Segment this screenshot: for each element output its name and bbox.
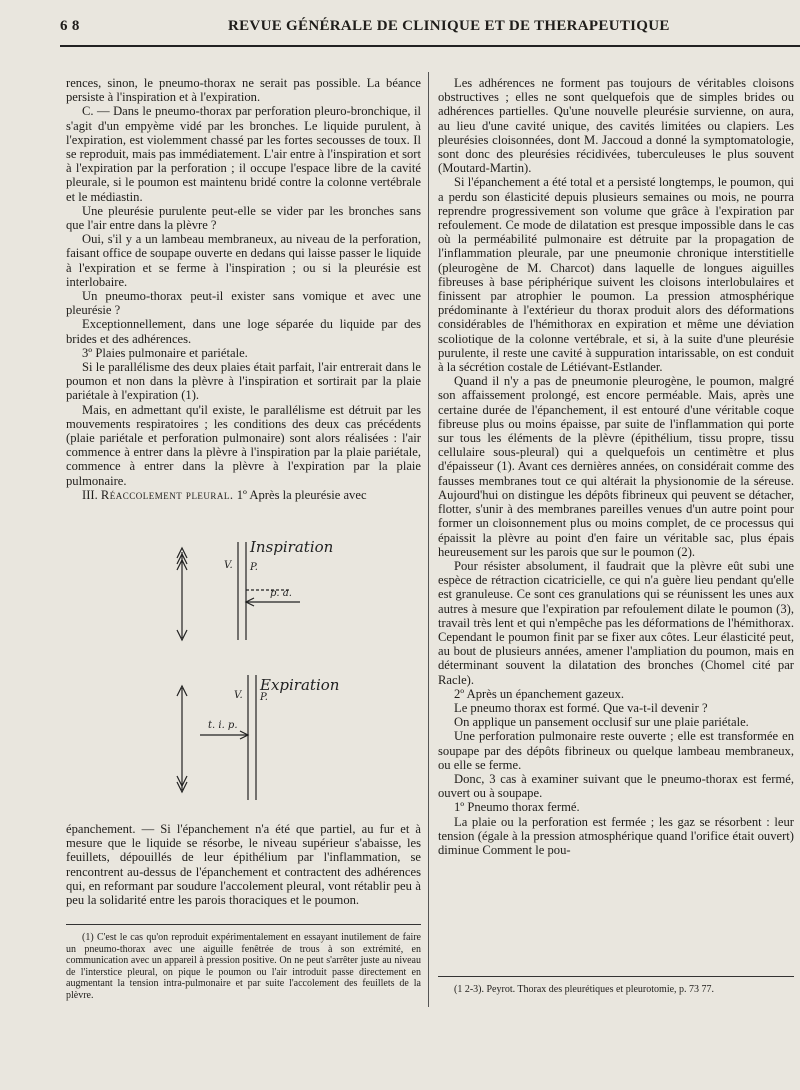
left-column-top	[66, 76, 421, 502]
paragraph: Exceptionnellement, dans une loge séparée du liquide par des brides et des adhérences.	[66, 317, 421, 346]
paragraph: Une pleurésie purulente peut-elle se vider par les bronches sans que l'air entre dans la plèvre ?	[66, 203, 421, 233]
paragraph: On applique un pansement occlusif sur une plaie pariétale.	[454, 715, 749, 730]
section-heading	[66, 488, 421, 502]
paragraph: épanchement. — Si l'épanchement n'a été que partiel, au fur et à mesure que le liquide se résorbe, le niveau supérieur s'abaisse, les feuillets, dépouillés de leur épithélium par l'inflammation, se rencontrent au-dessus de l'épanchement et contractent des adhérences qui, en reformant par soudure l'accolement pleural, vont rétablir peu à peu la solidarité entre les parois thoraciques et le poumon.	[66, 822, 421, 908]
left-column-bottom	[66, 822, 421, 907]
footnote-rule	[438, 976, 794, 977]
label-tip: t. i. p.	[208, 720, 238, 731]
running-title: REVUE GÉNÉRALE DE CLINIQUE ET DE THERAPEUTIQUE	[228, 18, 670, 34]
footnote-right	[438, 984, 794, 996]
column-divider	[428, 72, 429, 1007]
subsection-heading: 1º Pneumo thorax fermé.	[454, 800, 580, 815]
header-rule	[60, 45, 800, 47]
page-number: 6 8	[60, 18, 80, 34]
label-v-bottom: V.	[234, 690, 243, 701]
paragraph: Quand il n'y a pas de pneumonie pleurogène, le poumon, malgré son affaissement prolongé, est encore perméable. Mais, après une certaine durée de l'épanchement, il est entouré d'une véritable coque fibreuse plus ou moins épaisse, par suite de l'inflammation qui porte sur tous les éléments de la plèvre (épithélium, tissu propre, tissu cellulaire sous-pleural) qui a quelquefois un centimètre et plus d'épaisseur (1). Avant ces dernières années, on considérait comme des fausses membranes tout ce qui altérait la physionomie de la séreuse. Aujourd'hui on distingue les dépôts fibrineux qui peuvent se détacher, flotter, s'unir à des membranes pareilles venues d'un autre point pour former un cloisonnement plus ou moins complet, de ce processus qui épaissit la plèvre au point d'en faire un véritable sac, plus épais heureusement sur les parois que sur le poumon (2).	[438, 374, 794, 559]
diagram-svg	[160, 530, 400, 820]
paragraph: Un pneumo-thorax peut-il exister sans vomique et avec une pleurésie ?	[66, 289, 421, 318]
paragraph: Les adhérences ne forment pas toujours de véritables cloisons obstructives ; elles ne sont quelquefois que de simples brides ou adhérences partielles. Qu'une nouvelle pleurésie survienne, on aura, au lieu d'une cavité unique, des cavités limitées ou clapiers. Les pleurésies cloisonnées, dont M. Jaccoud a donné la symptomatologie, sont donc des pleurésies récidivées, tuberculeuses le plus souvent (Moutard-Martin).	[438, 76, 794, 176]
section-title: Réaccolement pleural.	[100, 487, 234, 502]
label-v-top: V.	[224, 560, 233, 571]
paragraph: La plaie ou la perforation est fermée ; les gaz se résorbent : leur tension (égale à la pression atmosphérique quand l'orifice était ouvert) diminue Comment le pou-	[438, 814, 794, 857]
paragraph: Le pneumo thorax est formé. Que va-t-il devenir ?	[454, 700, 708, 715]
paragraph: C. — Dans le pneumo-thorax par perforation pleuro-bronchique, il s'agit d'un empyème vidé par les bronches. Le liquide purulent, à l'expiration, est violemment chassé par les fortes secousses de toux. Il se reproduit, mais pas immédiatement. L'air entre à l'inspiration et sort à l'expiration par la perforation ; il occupe l'espace libre de la cavité pleurale, si le poumon est maintenu bridé contre la colonne vertébrale et le médiastin.	[66, 104, 421, 204]
subsection-heading: 3º Plaies pulmonaire et pariétale.	[82, 345, 248, 360]
right-column	[438, 76, 794, 857]
label-expiration: Expiration	[260, 676, 340, 694]
paragraph: Si le parallélisme des deux plaies était parfait, l'air entrerait dans le poumon et non dans la plèvre à l'inspiration et sortirait par la plaie pariétale à l'expiration (1).	[66, 360, 421, 403]
paragraph: Une perforation pulmonaire reste ouverte ; elle est transformée en soupape par des dépôts fibrineux ou quelque lambeau membraneux, ou elle se ferme.	[438, 729, 794, 772]
section-number: III.	[82, 487, 98, 502]
footnote: (1) C'est le cas qu'on reproduit expérimentalement en essayant inutilement de faire un pneumo-thorax avec une aiguille fenêtrée de trous à son extrémité, en communication avec un appareil à pression positive. On ne peut s'arrêter juste au niveau de l'interstice pleural, on pique le poumon ou l'air introduit passe directement en augmentant la tension intra-pulmonaire et par suite l'accolement des feuillets de la plèvre.	[66, 932, 421, 1001]
footnote-left	[66, 932, 421, 1001]
label-p-bottom: P.	[260, 692, 268, 703]
paragraph: Si l'épanchement a été total et a persisté longtemps, le poumon, qui a perdu son élasticité depuis plusieurs semaines ou mois, ne pourra reprendre progressivement son volume que grâce à l'expiration par refoulement. Ce mode de dilatation est presque impossible dans le cas où la perméabilité pulmonaire est détruite par la propagation de l'inflammation pleurale, par une pneumonie chronique interstitielle (pleurogène de M. Charcot) dans laquelle de longues aiguilles fibreuses à base périphérique suivent les cloisons interlobulaires et finissent par atrophier le poumon. La pression atmosphérique prédominante à l'extérieur du thorax produit alors des déformations considérables de l'hémithorax en expiration et même une déviation scoliotique de la colonne vertébrale, et si, à la suite d'une pleurésie purulente, il reste une cavité à suppuration intarissable, on est conduit à la sécrétion costale de Létiévant-Estlander.	[438, 175, 794, 375]
footnote-rule	[66, 924, 421, 925]
label-pa: p. a.	[270, 588, 292, 599]
respiration-diagram	[160, 530, 400, 820]
paragraph: Pour résister absolument, il faudrait que la plèvre eût subi une espèce de rétraction cicatricielle, ce qui n'a guère lieu pendant qu'elle est granuleuse. Ce sont ces granulations qui se réunissent les unes aux autres à mesure que l'expiration par refoulement dilate le poumon (3), travail très lent et qui n'empêche pas les déformations de l'hémithorax. Cependant le poumon finit par se fixer aux côtes. Leur élasticité peut, au bout de plusieurs années, amener l'ampliation du poumon, mais en déterminant souvent la dilatation des bronches (Chomel cité par Racle).	[438, 558, 794, 687]
footnote: (1 2-3). Peyrot. Thorax des pleurétiques et pleurotomie, p. 73 77.	[454, 984, 715, 995]
running-header	[60, 18, 800, 40]
section-lead: 1º Après la pleurésie avec	[236, 487, 367, 502]
paragraph: Donc, 3 cas à examiner suivant que le pneumo-thorax est fermé, ouvert ou à soupape.	[438, 771, 794, 801]
subsection-heading: 2º Après un épanchement gazeux.	[454, 686, 625, 701]
label-p-top: P.	[250, 562, 258, 573]
label-inspiration: Inspiration	[250, 538, 334, 556]
paragraph: rences, sinon, le pneumo-thorax ne serait pas possible. La béance persiste à l'inspiration et à l'expiration.	[66, 76, 421, 105]
paragraph: Mais, en admettant qu'il existe, le parallélisme est détruit par les mouvements respiratoires ; les conditions des deux cas précédents (plaie pariétale et perforation pulmonaire) sont alors réalisées : l'air commence à entrer dans la plèvre à l'inspiration par la plaie pariétale, commence à entrer dans la plèvre à l'expiration par la plaie pulmonaire.	[66, 402, 421, 488]
paragraph: Oui, s'il y a un lambeau membraneux, au niveau de la perforation, faisant office de soupape ouverte en dedans qui laisse passer le liquide à l'expiration et se ferme à l'inspiration ; ou si la pleurésie est interlobaire.	[66, 232, 421, 289]
